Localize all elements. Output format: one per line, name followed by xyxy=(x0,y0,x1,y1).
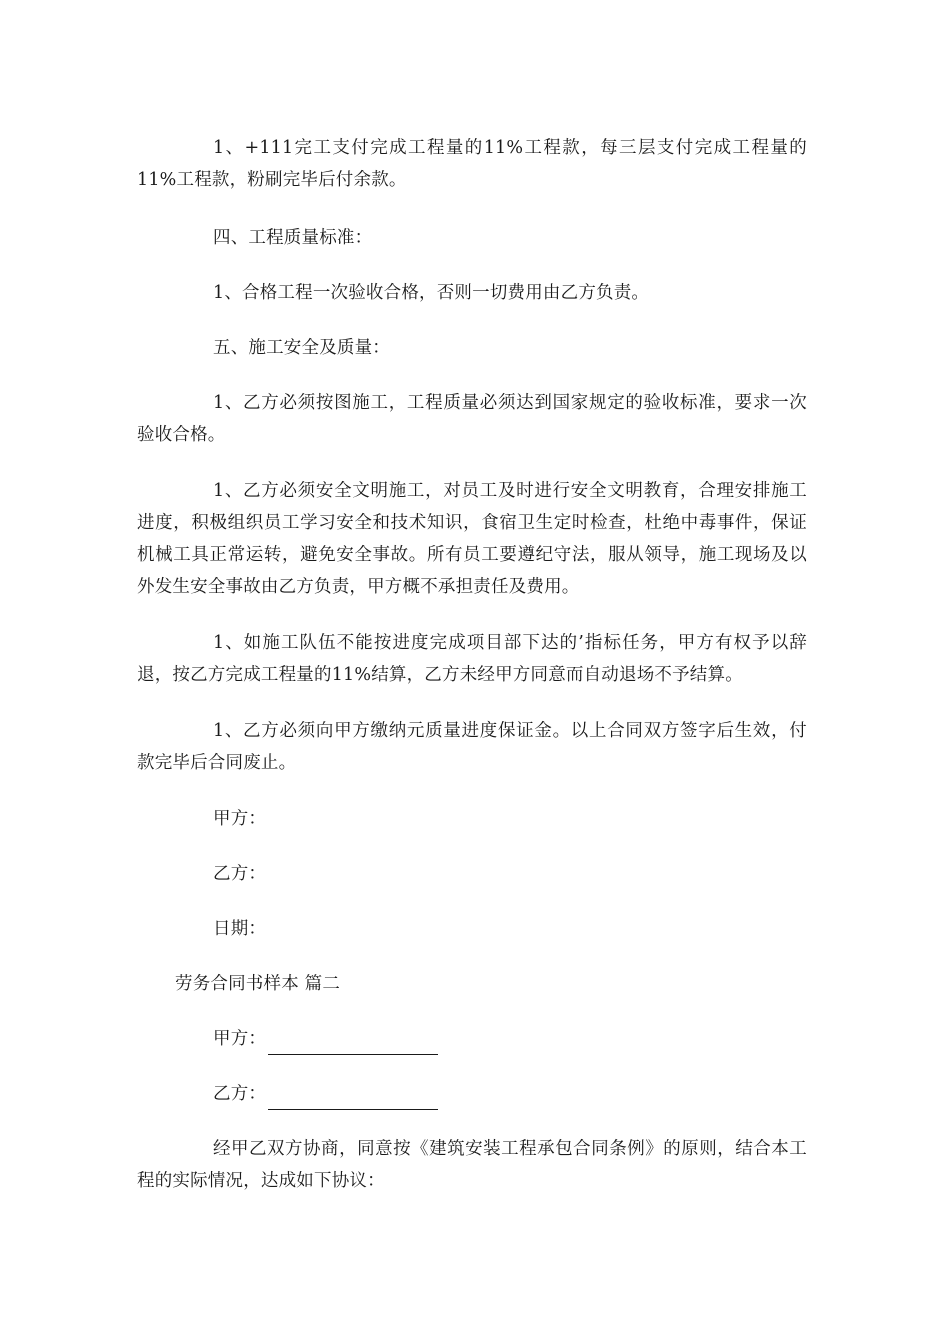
signature-party-a: 甲方： xyxy=(213,809,267,829)
safe-construction-paragraph: 1、乙方必须安全文明施工，对员工及时进行安全文明教育，合理安排施工进度，积极组织员工学习安全和技术知识，食宿卫生定时检查，杜绝中毒事件，保证机械工具正常运转，避免安全事故。所有员工要遵纪守法，服从领导，施工现场及以外发生安全事故由乙方负责，甲方概不承担责任及费用。 xyxy=(137,481,807,597)
quality-acceptance-paragraph: 1、合格工程一次验收合格，否则一切费用由乙方负责。 xyxy=(213,283,650,303)
section2-party-b xyxy=(213,1078,438,1110)
signature-date: 日期： xyxy=(213,919,267,939)
party-a-blank-line xyxy=(268,1034,438,1055)
section2-party-a xyxy=(213,1023,438,1055)
deposit-terms-paragraph: 1、乙方必须向甲方缴纳元质量进度保证金。以上合同双方签字后生效，付款完毕后合同废止。 xyxy=(137,721,807,773)
section2-party-a-label: 甲方： xyxy=(213,1029,267,1049)
party-b-blank-line xyxy=(268,1089,438,1110)
dismissal-terms-paragraph: 1、如施工队伍不能按进度完成项目部下达的’指标任务，甲方有权予以辞退，按乙方完成工程量的11%结算，乙方未经甲方同意而自动退场不予结算。 xyxy=(137,633,807,685)
construction-per-drawing-paragraph: 1、乙方必须按图施工，工程质量必须达到国家规定的验收标准，要求一次验收合格。 xyxy=(137,393,807,445)
payment-terms-paragraph: 1、+111完工支付完成工程量的11%工程款，每三层支付完成工程量的11%工程款，粉刷完毕后付余款。 xyxy=(137,138,807,190)
agreement-intro-paragraph: 经甲乙双方协商，同意按《建筑安装工程承包合同条例》的原则，结合本工程的实际情况，达成如下协议： xyxy=(137,1139,807,1191)
signature-party-b: 乙方： xyxy=(213,864,267,884)
quality-standard-heading: 四、工程质量标准： xyxy=(213,228,373,248)
section-title: 劳务合同书样本 篇二 xyxy=(175,974,341,994)
section2-party-b-label: 乙方： xyxy=(213,1084,267,1104)
safety-quality-heading: 五、施工安全及质量： xyxy=(213,338,390,358)
